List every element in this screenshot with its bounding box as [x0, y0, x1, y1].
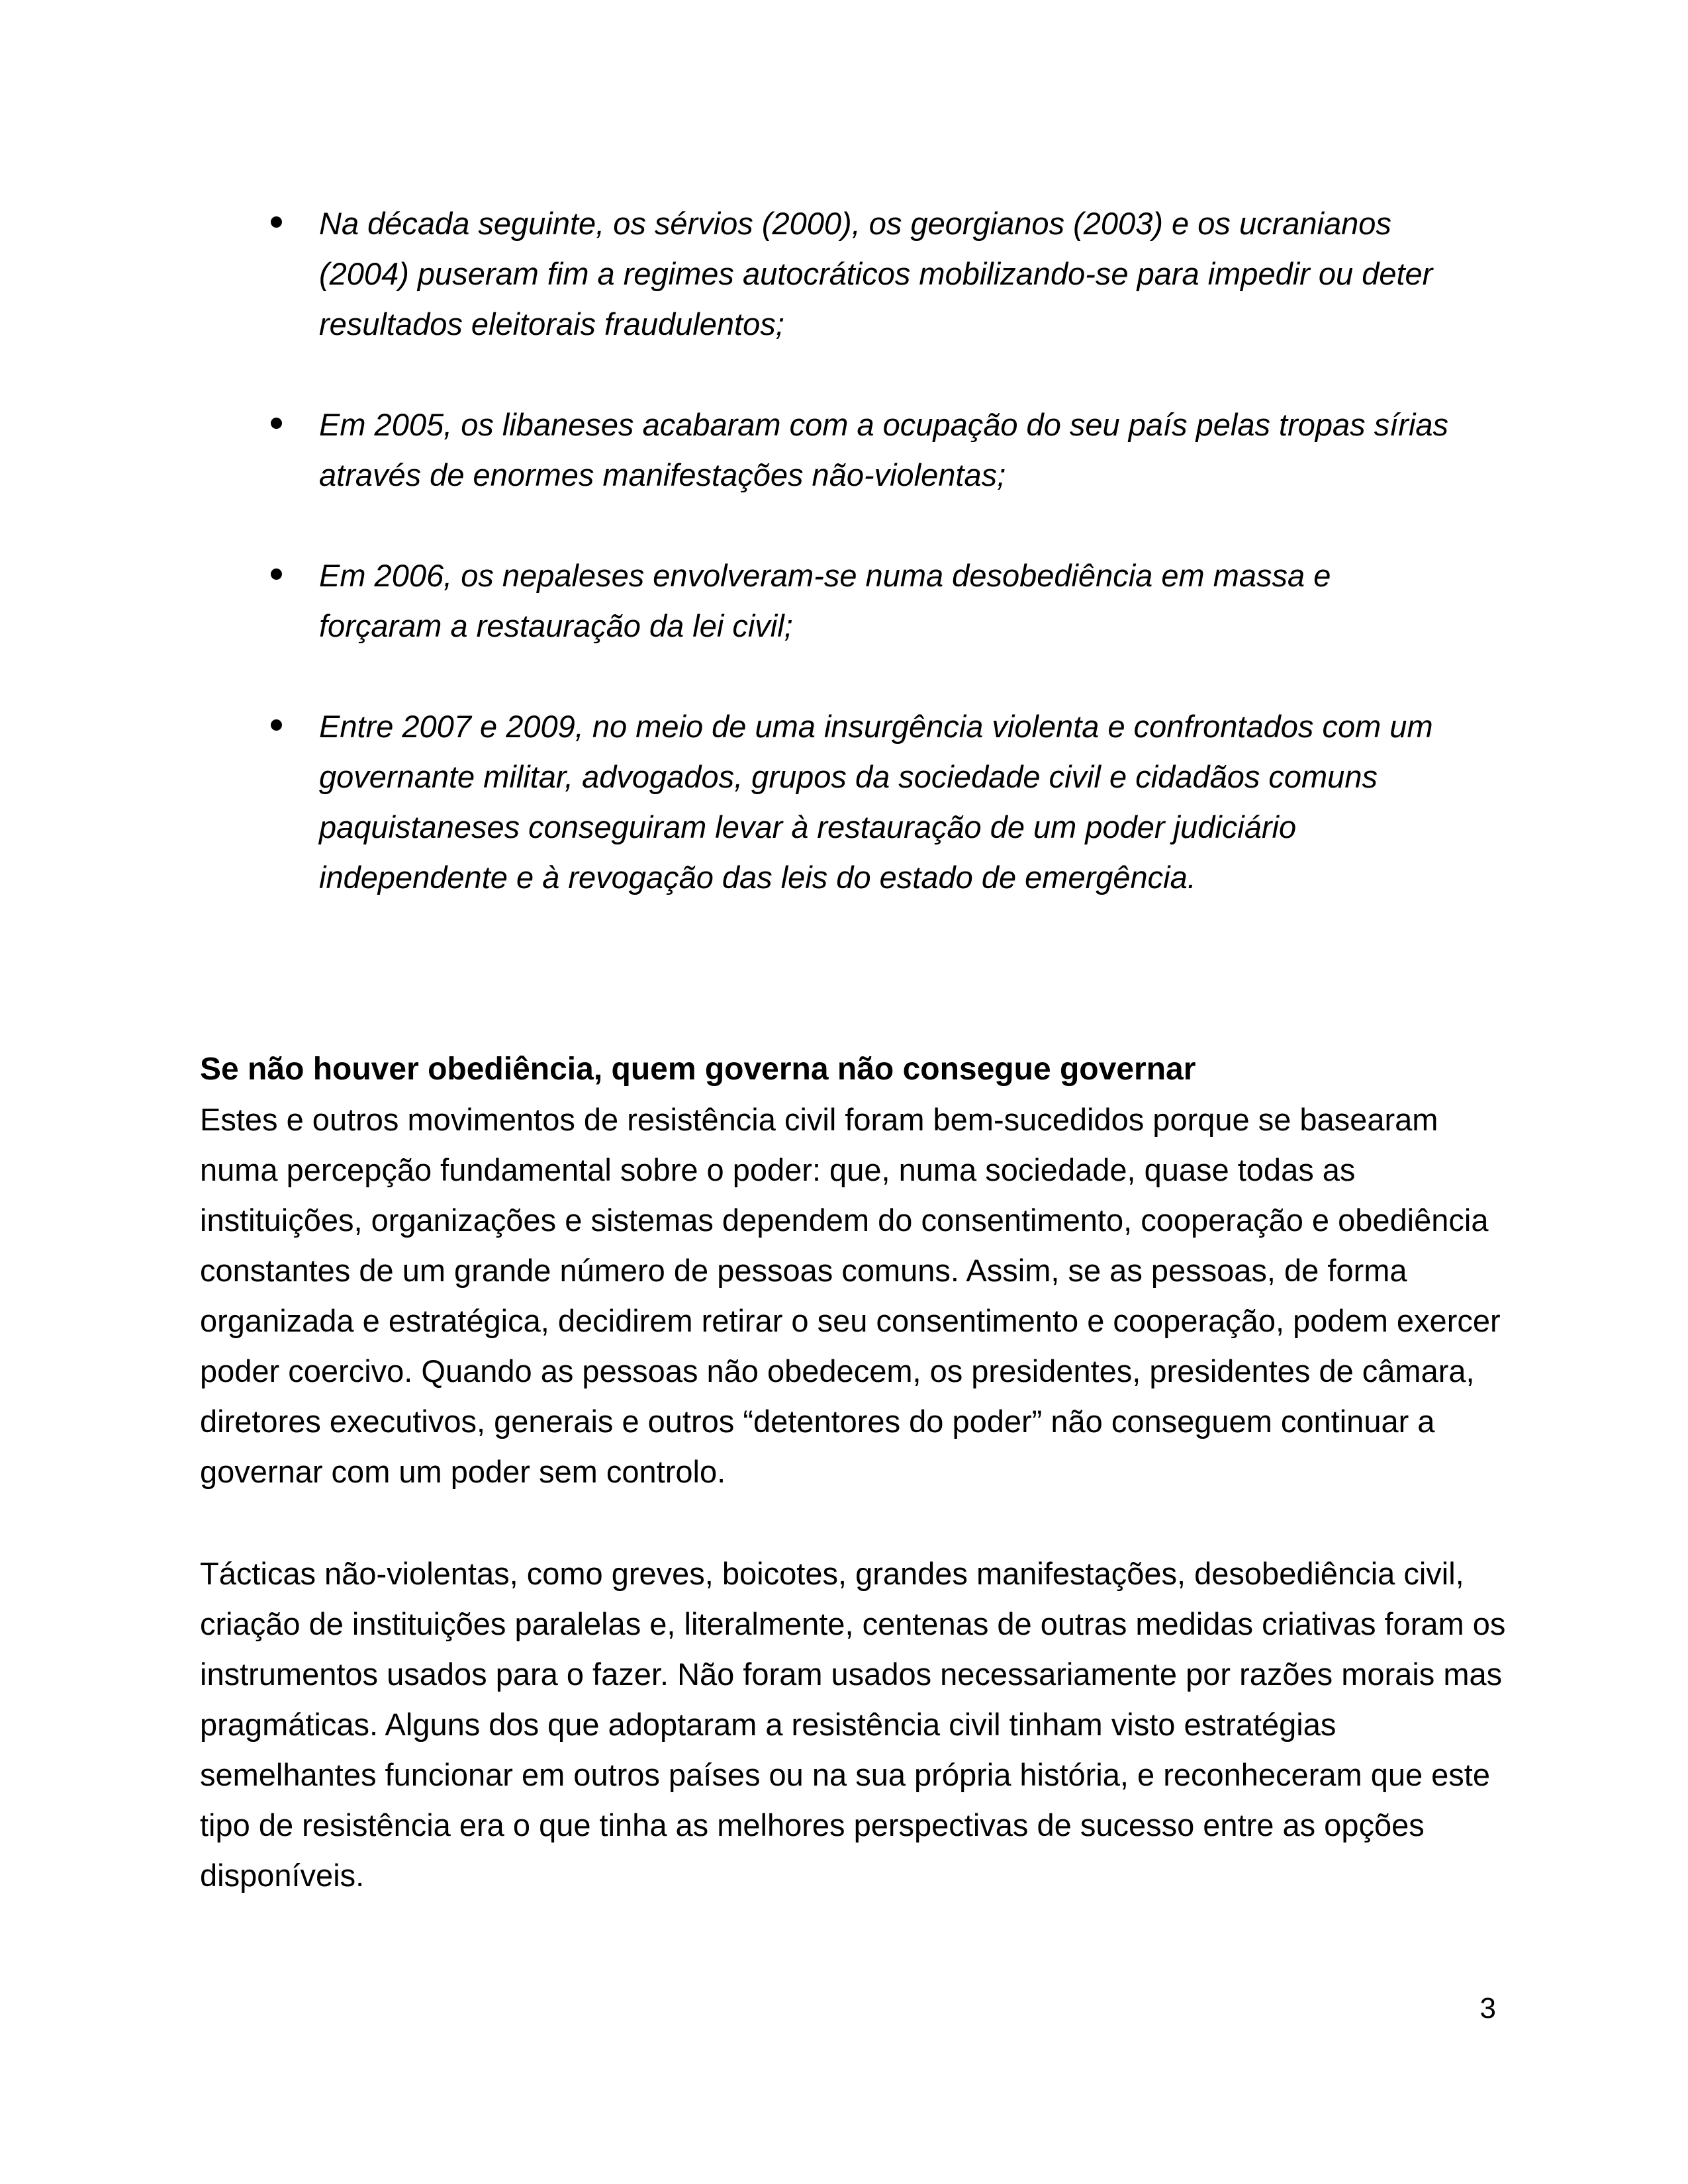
- bullet-item: [265, 199, 1489, 349]
- bullet-item: [265, 400, 1489, 500]
- bullet-item: [265, 551, 1489, 651]
- bullet-text: Em 2006, os nepaleses envolveram-se numa desobediência em massa e forçaram a restauração da lei civil;: [319, 558, 1331, 643]
- bullet-icon: [271, 216, 282, 228]
- bullet-icon: [271, 719, 282, 731]
- bullet-item: [265, 702, 1489, 903]
- bullet-text: Na década seguinte, os sérvios (2000), os georgianos (2003) e os ucranianos (2004) puseram fim a regimes autocráticos mobilizando-se para impedir ou deter resultados eleitorais fraudulentos;: [319, 206, 1433, 341]
- bullet-text: Em 2005, os libaneses acabaram com a ocupação do seu país pelas tropas sírias através de enormes manifestações não-violentas;: [319, 407, 1449, 492]
- bullet-list: [265, 199, 1489, 953]
- body-paragraph: Estes e outros movimentos de resistência civil foram bem-sucedidos porque se basearam numa percepção fundamental sobre o poder: que, numa sociedade, quase todas as instituições, organizações e sistemas dependem do consentimento, cooperação e obediência constantes de um grande número de pessoas comuns. Assim, se as pessoas, de forma organizada e estratégica, decidirem retirar o seu consentimento e cooperação, podem exercer poder coercivo. Quando as pessoas não obedecem, os presidentes, presidentes de câmara, diretores executivos, generais e outros “detentores do poder” não conseguem continuar a governar com um poder sem controlo.: [200, 1102, 1501, 1489]
- bullet-icon: [271, 569, 282, 580]
- section-heading: Se não houver obediência, quem governa não consegue governar: [200, 1052, 1196, 1087]
- page-number: 3: [1479, 1992, 1496, 2025]
- body-paragraph: Tácticas não-violentas, como greves, boicotes, grandes manifestações, desobediência civil, criação de instituições paralelas e, literalmente, centenas de outras medidas criativas foram os instrumentos usados para o fazer. Não foram usados necessariamente por razões morais mas pragmáticas. Alguns dos que adoptaram a resistência civil tinham visto estratégias semelhantes funcionar em outros países ou na sua própria história, e reconheceram que este tipo de resistência era o que tinha as melhores perspectivas de sucesso entre as opções disponíveis.: [200, 1556, 1506, 1893]
- bullet-icon: [271, 418, 282, 429]
- bullet-text: Entre 2007 e 2009, no meio de uma insurgência violenta e confrontados com um governante militar, advogados, grupos da sociedade civil e cidadãos comuns paquistaneses conseguiram levar à restauração de um poder judiciário independente e à revogação das leis do estado de emergência.: [319, 709, 1433, 895]
